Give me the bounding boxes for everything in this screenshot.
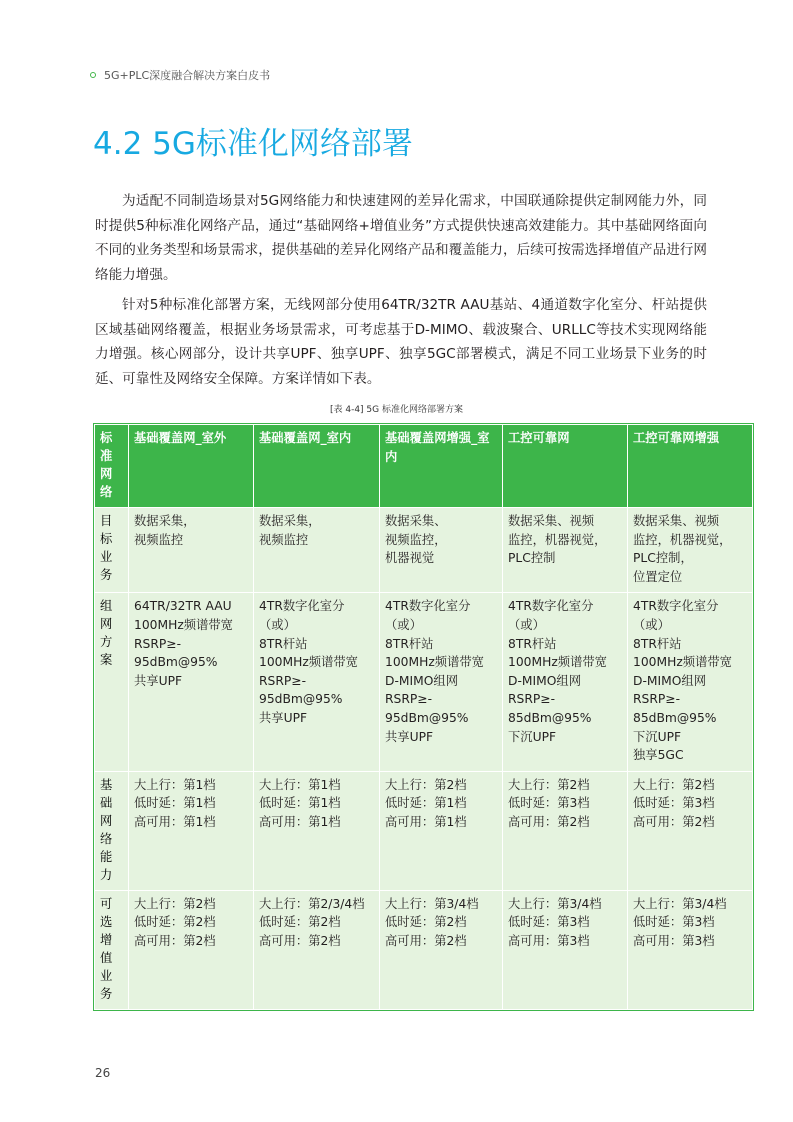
table-row bbox=[95, 508, 753, 593]
cell-line: 下沉UPF bbox=[508, 729, 557, 744]
column-header: 工控可靠网增强 bbox=[628, 425, 753, 508]
cell-line: 共享UPF bbox=[259, 710, 308, 725]
cell-line: 85dBm@95% bbox=[633, 710, 717, 725]
table-row bbox=[95, 890, 753, 1009]
deployment-table bbox=[94, 424, 753, 1010]
cell-line: 100MHz频谱带宽 bbox=[385, 655, 484, 670]
table-cell bbox=[129, 771, 254, 890]
column-header: 基础覆盖网_室外 bbox=[129, 425, 254, 508]
cell-line: 大上行：第2/3/4档 bbox=[259, 896, 365, 911]
paragraph-intro: 为适配不同制造场景对5G网络能力和快速建网的差异化需求，中国联通除提供定制网能力外，同时提供5种标准化网络产品，通过“基础网络+增值业务”方式提供快速高效建能力。其中基础网络面向不同的业务类型和场景需求，提供基础的差异化网络产品和覆盖能力，后续可按需选择增值产品进行网络能力增强。 bbox=[95, 193, 707, 283]
cell-line: 视频监控 bbox=[134, 532, 184, 547]
cell-line: 高可用：第1档 bbox=[385, 814, 467, 829]
cell-line: 低时延：第1档 bbox=[259, 796, 341, 811]
cell-line: 100MHz频谱带宽 bbox=[134, 617, 233, 632]
table-header-row bbox=[95, 425, 753, 508]
cell-line: 85dBm@95% bbox=[508, 710, 592, 725]
cell-line: 4TR数字化室分 bbox=[508, 599, 594, 614]
cell-line: 低时延：第3档 bbox=[633, 796, 715, 811]
table-cell bbox=[380, 508, 503, 593]
table-cell bbox=[129, 890, 254, 1009]
column-header: 基础覆盖网增强_室内 bbox=[380, 425, 503, 508]
table-corner-header: 标准网络 bbox=[95, 425, 129, 508]
cell-line: 4TR数字化室分 bbox=[385, 599, 471, 614]
cell-line: 下沉UPF bbox=[633, 729, 682, 744]
cell-line: 监控，机器视觉， bbox=[508, 532, 607, 547]
table-cell bbox=[503, 508, 628, 593]
cell-line: RSRP≥- bbox=[259, 673, 307, 688]
cell-line: 视频监控 bbox=[259, 532, 309, 547]
table-cell bbox=[380, 890, 503, 1009]
table-cell bbox=[503, 771, 628, 890]
cell-line: 高可用：第3档 bbox=[508, 933, 590, 948]
table-cell bbox=[628, 771, 753, 890]
cell-line: PLC控制， bbox=[633, 551, 693, 566]
running-header bbox=[90, 67, 270, 83]
cell-line: 高可用：第1档 bbox=[134, 814, 216, 829]
cell-line: 位置定位 bbox=[633, 569, 683, 584]
cell-line: RSRP≥- bbox=[134, 636, 182, 651]
cell-line: RSRP≥- bbox=[385, 692, 433, 707]
cell-line: 大上行：第2档 bbox=[633, 777, 715, 792]
cell-line: 4TR数字化室分 bbox=[633, 599, 719, 614]
cell-line: 大上行：第1档 bbox=[134, 777, 216, 792]
table-row bbox=[95, 593, 753, 771]
cell-line: 低时延：第3档 bbox=[508, 796, 590, 811]
cell-line: 高可用：第2档 bbox=[508, 814, 590, 829]
cell-line: 大上行：第2档 bbox=[385, 777, 467, 792]
cell-line: 独享5GC bbox=[633, 748, 684, 763]
cell-line: 100MHz频谱带宽 bbox=[508, 655, 607, 670]
cell-line: 高可用：第2档 bbox=[259, 933, 341, 948]
table-cell bbox=[254, 771, 380, 890]
cell-line: 监控，机器视觉， bbox=[633, 532, 732, 547]
cell-line: 大上行：第1档 bbox=[259, 777, 341, 792]
cell-line: 95dBm@95% bbox=[259, 692, 343, 707]
cell-line: 低时延：第2档 bbox=[259, 915, 341, 930]
row-header: 基础网络能力 bbox=[95, 771, 129, 890]
cell-line: 低时延：第2档 bbox=[134, 915, 216, 930]
cell-line: D-MIMO组网 bbox=[508, 673, 582, 688]
cell-line: 共享UPF bbox=[134, 673, 183, 688]
cell-line: （或） bbox=[259, 617, 296, 632]
cell-line: D-MIMO组网 bbox=[385, 673, 459, 688]
table-cell bbox=[129, 508, 254, 593]
table-cell bbox=[380, 593, 503, 771]
cell-line: 视频监控， bbox=[385, 532, 447, 547]
row-header: 组网方案 bbox=[95, 593, 129, 771]
cell-line: 高可用：第1档 bbox=[259, 814, 341, 829]
cell-line: 8TR杆站 bbox=[633, 636, 682, 651]
cell-line: （或） bbox=[508, 617, 545, 632]
cell-line: 大上行：第2档 bbox=[134, 896, 216, 911]
cell-line: RSRP≥- bbox=[508, 692, 556, 707]
cell-line: 大上行：第2档 bbox=[508, 777, 590, 792]
cell-line: 大上行：第3/4档 bbox=[508, 896, 602, 911]
column-header: 基础覆盖网_室内 bbox=[254, 425, 380, 508]
cell-line: 8TR杆站 bbox=[259, 636, 308, 651]
cell-line: 数据采集、视频 bbox=[633, 514, 720, 528]
cell-line: 95dBm@95% bbox=[134, 655, 218, 670]
cell-line: 高可用：第2档 bbox=[633, 814, 715, 829]
cell-line: 数据采集， bbox=[259, 514, 321, 528]
table-cell bbox=[129, 593, 254, 771]
section-title: 4.2 5G标准化网络部署 bbox=[93, 126, 413, 162]
bullet-circle-icon bbox=[90, 72, 96, 78]
cell-line: 8TR杆站 bbox=[385, 636, 434, 651]
table-cell bbox=[503, 593, 628, 771]
column-header: 工控可靠网 bbox=[503, 425, 628, 508]
cell-line: 8TR杆站 bbox=[508, 636, 557, 651]
cell-line: 低时延：第3档 bbox=[633, 915, 715, 930]
cell-line: 机器视觉 bbox=[385, 551, 435, 566]
cell-line: D-MIMO组网 bbox=[633, 673, 707, 688]
table-cell bbox=[254, 508, 380, 593]
cell-line: 100MHz频谱带宽 bbox=[633, 655, 732, 670]
cell-line: （或） bbox=[633, 617, 670, 632]
cell-line: 数据采集、视频 bbox=[508, 514, 595, 528]
cell-line: 数据采集， bbox=[134, 514, 196, 528]
table-cell bbox=[380, 771, 503, 890]
cell-line: 64TR/32TR AAU bbox=[134, 599, 232, 614]
table-cell bbox=[628, 508, 753, 593]
table-cell bbox=[254, 890, 380, 1009]
cell-line: RSRP≥- bbox=[633, 692, 681, 707]
paragraph-deployment: 针对5种标准化部署方案，无线网部分使用64TR/32TR AAU基站、4通道数字化室分、杆站提供区域基础网络覆盖，根据业务场景需求，可考虑基于D-MIMO、载波聚合、URLLC等技术实现网络能力增强。核心网部分，设计共享UPF、独享UPF、独享5GC部署模式，满足不同工业场景下业务的时延、可靠性及网络安全保障。方案详情如下表。 bbox=[95, 297, 707, 387]
cell-line: 高可用：第2档 bbox=[134, 933, 216, 948]
cell-line: 4TR数字化室分 bbox=[259, 599, 345, 614]
table-cell bbox=[503, 890, 628, 1009]
cell-line: 共享UPF bbox=[385, 729, 434, 744]
page-number: 26 bbox=[95, 1066, 111, 1080]
table-cell bbox=[628, 593, 753, 771]
row-header: 可选增值业务 bbox=[95, 890, 129, 1009]
cell-line: （或） bbox=[385, 617, 422, 632]
cell-line: PLC控制 bbox=[508, 551, 556, 566]
table-cell bbox=[254, 593, 380, 771]
cell-line: 100MHz频谱带宽 bbox=[259, 655, 358, 670]
cell-line: 低时延：第2档 bbox=[385, 915, 467, 930]
cell-line: 高可用：第2档 bbox=[385, 933, 467, 948]
cell-line: 数据采集、 bbox=[385, 514, 447, 528]
cell-line: 大上行：第3/4档 bbox=[633, 896, 727, 911]
cell-line: 高可用：第3档 bbox=[633, 933, 715, 948]
row-header: 目标业务 bbox=[95, 508, 129, 593]
cell-line: 95dBm@95% bbox=[385, 710, 469, 725]
table-cell bbox=[628, 890, 753, 1009]
cell-line: 大上行：第3/4档 bbox=[385, 896, 479, 911]
table-row bbox=[95, 771, 753, 890]
table-caption: [表 4-4] 5G 标准化网络部署方案 bbox=[329, 405, 463, 415]
cell-line: 低时延：第1档 bbox=[134, 796, 216, 811]
cell-line: 低时延：第3档 bbox=[508, 915, 590, 930]
running-title: 5G+PLC深度融合解决方案白皮书 bbox=[104, 69, 271, 82]
cell-line: 低时延：第1档 bbox=[385, 796, 467, 811]
